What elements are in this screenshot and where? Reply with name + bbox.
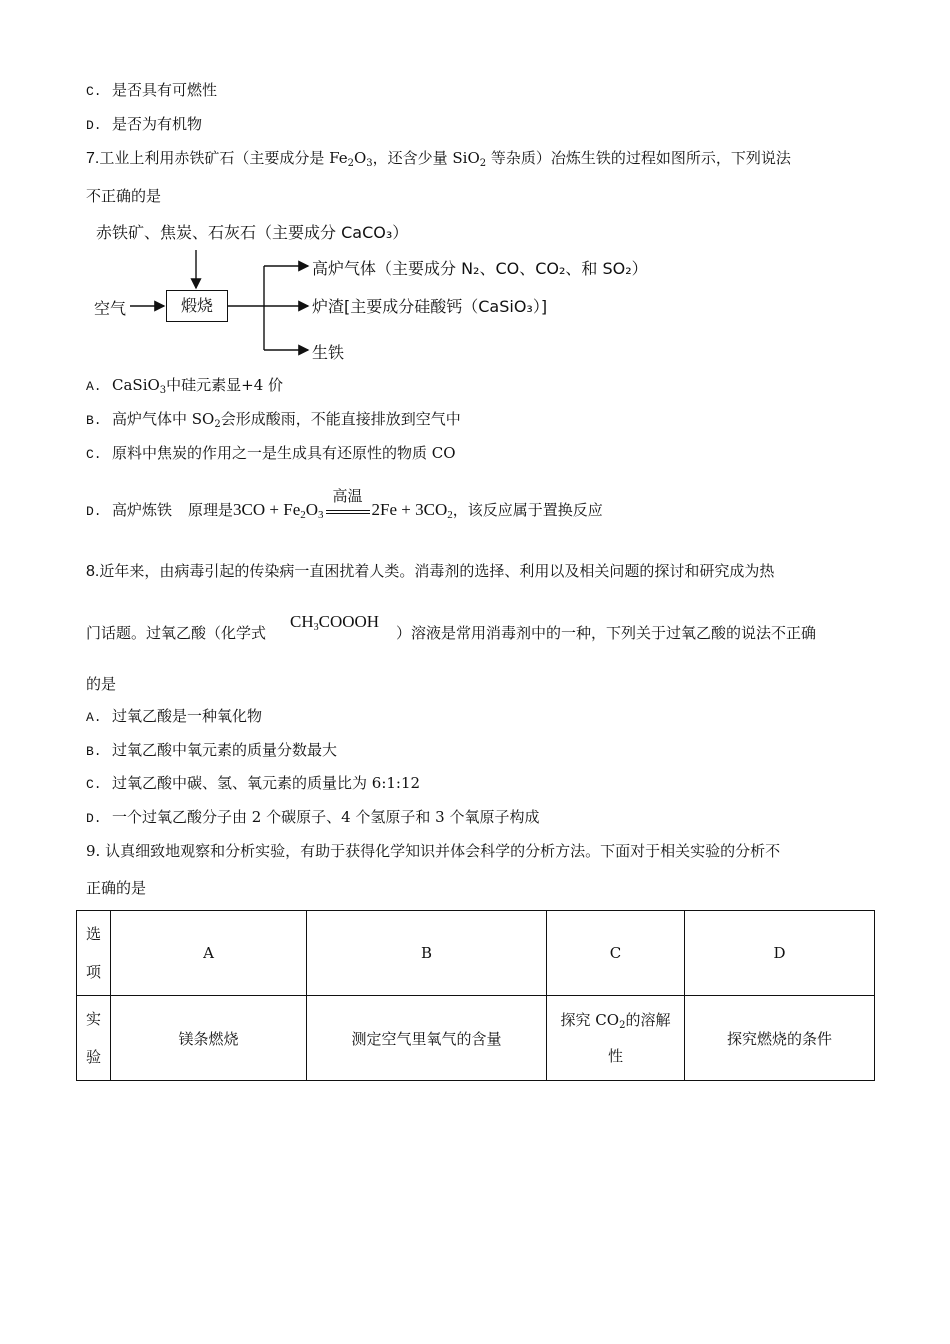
- q6-option-d-text: 是否为有机物: [112, 115, 203, 133]
- q6-option-d: D. 是否为有机物: [86, 115, 203, 133]
- smelting-flow-diagram: [86, 214, 706, 364]
- header-col-d: D: [685, 911, 875, 996]
- q8-option-c: C. 过氧乙酸中碳、氢、氧元素的质量比为 6:1:12: [86, 774, 421, 792]
- q7-stem-line2: 不正确的是: [86, 187, 162, 205]
- q8-number: 8.: [86, 563, 100, 580]
- experiment-a-cell: 镁条燃烧: [111, 996, 307, 1081]
- q7-option-a: A. CaSiO$_3$中硅元素显+4 价: [86, 376, 284, 396]
- header-col-b: B: [307, 911, 547, 996]
- slag-label: 炉渣[主要成分硅酸钙（CaSiO₃）]: [312, 297, 548, 316]
- furnace-gas-label: 高炉气体（主要成分 N₂、CO、CO₂、和 SO₂）: [312, 259, 648, 278]
- pig-iron-label: 生铁: [312, 343, 345, 362]
- table-header-row: [77, 911, 875, 996]
- header-col-a: A: [111, 911, 307, 996]
- q6-option-c: C. 是否具有可燃性: [86, 81, 218, 99]
- q9-stem-line2: 正确的是: [86, 879, 147, 897]
- q7-option-d: D. 高炉炼铁 原理是$3CO + Fe_2O_3$ 高温 $2Fe + 3CO_2$，该反应属于置换反应: [86, 489, 603, 521]
- air-label: 空气: [94, 299, 127, 318]
- q8-option-b: B. 过氧乙酸中氧元素的质量分数最大: [86, 741, 338, 759]
- q8-option-d: D. 一个过氧乙酸分子由 2 个碳原子、4 个氢原子和 3 个氧原子构成: [86, 808, 540, 826]
- q8-stem-line2-tail: ）溶液是常用消毒剂中的一种，下列关于过氧乙酸的说法不正确: [396, 624, 817, 642]
- experiment-d-cell: 探究燃烧的条件: [685, 996, 875, 1081]
- row-label-cell: 实 验: [77, 996, 111, 1081]
- q8-option-a: A. 过氧乙酸是一种氧化物: [86, 707, 263, 725]
- q7-stem-line1: 7.工业上利用赤铁矿石（主要成分是 $Fe_2O_3$，还含少量 SiO$_2$ 等杂质）冶炼生铁的过程如图所示，下列说法: [86, 149, 791, 169]
- calcination-box: 煅烧: [166, 290, 228, 322]
- q8-stem-line3: 的是: [86, 675, 117, 693]
- experiment-b-cell: 测定空气里氧气的含量: [307, 996, 547, 1081]
- reaction-equation: $3CO + Fe_2O_3$ 高温 $2Fe + 3CO_2$: [233, 489, 453, 521]
- experiment-table: [76, 910, 875, 1081]
- table-row-experiment: [77, 996, 875, 1081]
- q6-option-c-text: 是否具有可燃性: [112, 81, 218, 99]
- experiment-c-cell: 探究 $CO_2$的溶解 性: [547, 996, 685, 1081]
- raw-materials-label: 赤铁矿、焦炭、石灰石（主要成分 CaCO₃）: [96, 223, 409, 242]
- q8-stem-line2: 门话题。过氧乙酸（化学式: [86, 624, 267, 642]
- header-label-cell: 选 项: [77, 911, 111, 996]
- peracetic-acid-formula: $CH_3COOOH$: [290, 612, 380, 633]
- q7-number: 7.: [86, 150, 100, 167]
- q7-option-b: B. 高炉气体中 $SO_2$会形成酸雨，不能直接排放到空气中: [86, 410, 461, 430]
- reaction-condition: 高温: [326, 501, 370, 521]
- q9-stem-line1: 9. 认真细致地观察和分析实验，有助于获得化学知识并体会科学的分析方法。下面对于相关实验的分析不: [86, 842, 781, 860]
- q7-option-c: C. 原料中焦炭的作用之一是生成具有还原性的物质 CO: [86, 444, 456, 462]
- q8-stem-line1: 8.近年来，由病毒引起的传染病一直困扰着人类。消毒剂的选择、利用以及相关问题的探讨和研究成为热: [86, 562, 775, 580]
- header-col-c: C: [547, 911, 685, 996]
